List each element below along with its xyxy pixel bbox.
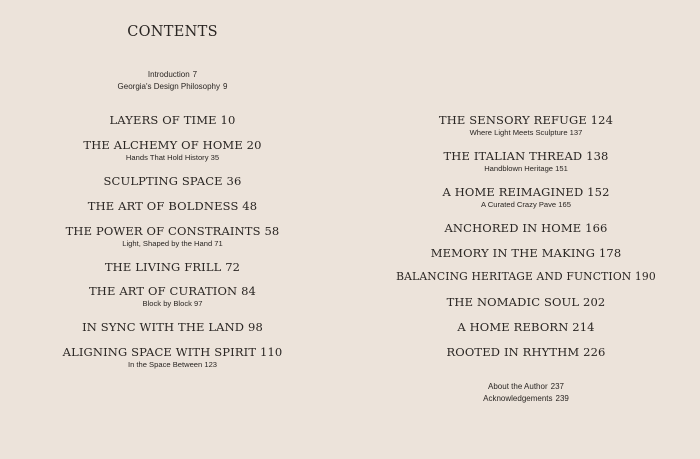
- chapter-entry: [50, 113, 295, 127]
- back-matter-list: [395, 381, 657, 404]
- chapter-entry: [395, 246, 657, 260]
- back-matter-item: [395, 393, 657, 405]
- chapter-entry: [50, 345, 295, 370]
- chapter-title: THE SENSORY REFUGE 124: [438, 113, 614, 127]
- chapter-entry: [395, 345, 657, 359]
- chapter-title: A HOME REBORN 214: [457, 320, 595, 334]
- back-matter-page: 237: [550, 382, 564, 391]
- chapter-title: THE NOMADIC SOUL 202: [446, 295, 606, 309]
- chapter-title: THE POWER OF CONSTRAINTS 58: [65, 224, 280, 238]
- chapter-subtitle: Light, Shaped by the Hand 71: [122, 239, 223, 248]
- back-matter-page: 239: [555, 393, 569, 403]
- chapter-entry: [50, 224, 295, 249]
- chapter-subtitle: In the Space Between 123: [127, 360, 218, 369]
- chapter-entry: [50, 199, 295, 213]
- chapter-title: THE ART OF BOLDNESS 48: [87, 199, 258, 213]
- chapter-title: A HOME REIMAGINED 152: [442, 185, 610, 199]
- chapter-entry: [395, 270, 657, 284]
- chapter-title: THE ART OF CURATION 84: [88, 284, 257, 298]
- chapter-entry: [50, 174, 295, 188]
- front-matter-item: [50, 69, 295, 81]
- contents-heading: CONTENTS: [127, 24, 218, 40]
- chapter-title: THE ALCHEMY OF HOME 20: [83, 138, 262, 152]
- chapter-subtitle: Handblown Heritage 151: [484, 164, 568, 173]
- chapter-title: IN SYNC WITH THE LAND 98: [82, 320, 263, 334]
- chapter-entry: [395, 185, 657, 210]
- front-matter-label: Georgia's Design Philosophy: [117, 81, 221, 91]
- chapter-title: LAYERS OF TIME 10: [109, 113, 236, 127]
- front-matter-list: [50, 69, 295, 92]
- chapter-subtitle: Block by Block 97: [142, 299, 203, 308]
- chapter-entry: [50, 138, 295, 163]
- front-matter-label: Introduction: [147, 70, 190, 79]
- back-matter-label: Acknowledgements: [483, 393, 553, 403]
- chapter-title: BALANCING HERITAGE AND FUNCTION 190: [396, 270, 656, 283]
- back-matter-item: [395, 381, 657, 393]
- chapter-title: SCULPTING SPACE 36: [103, 174, 242, 188]
- chapter-subtitle: A Curated Crazy Pave 165: [481, 200, 571, 209]
- chapter-entry: [395, 221, 657, 235]
- chapter-subtitle: Where Light Meets Sculpture 137: [469, 128, 583, 137]
- front-matter-page: 7: [192, 70, 198, 79]
- front-matter-item: [50, 81, 295, 93]
- chapter-title: THE LIVING FRILL 72: [104, 260, 241, 274]
- chapter-entry: [50, 284, 295, 309]
- chapter-entry: [395, 320, 657, 334]
- chapter-entry: [50, 260, 295, 274]
- chapter-entry: [395, 295, 657, 309]
- chapter-title: ROOTED IN RHYTHM 226: [446, 345, 606, 359]
- chapter-entry: [395, 149, 657, 174]
- chapter-title: MEMORY IN THE MAKING 178: [430, 246, 622, 260]
- chapter-entry: [395, 113, 657, 138]
- chapter-entry: [50, 320, 295, 334]
- chapter-title: ALIGNING SPACE WITH SPIRIT 110: [62, 345, 283, 359]
- front-matter-page: 9: [223, 81, 228, 91]
- chapter-title: THE ITALIAN THREAD 138: [443, 149, 609, 163]
- back-matter-label: About the Author: [488, 382, 548, 391]
- chapter-title: ANCHORED IN HOME 166: [444, 221, 608, 235]
- chapter-subtitle: Hands That Hold History 35: [125, 153, 220, 162]
